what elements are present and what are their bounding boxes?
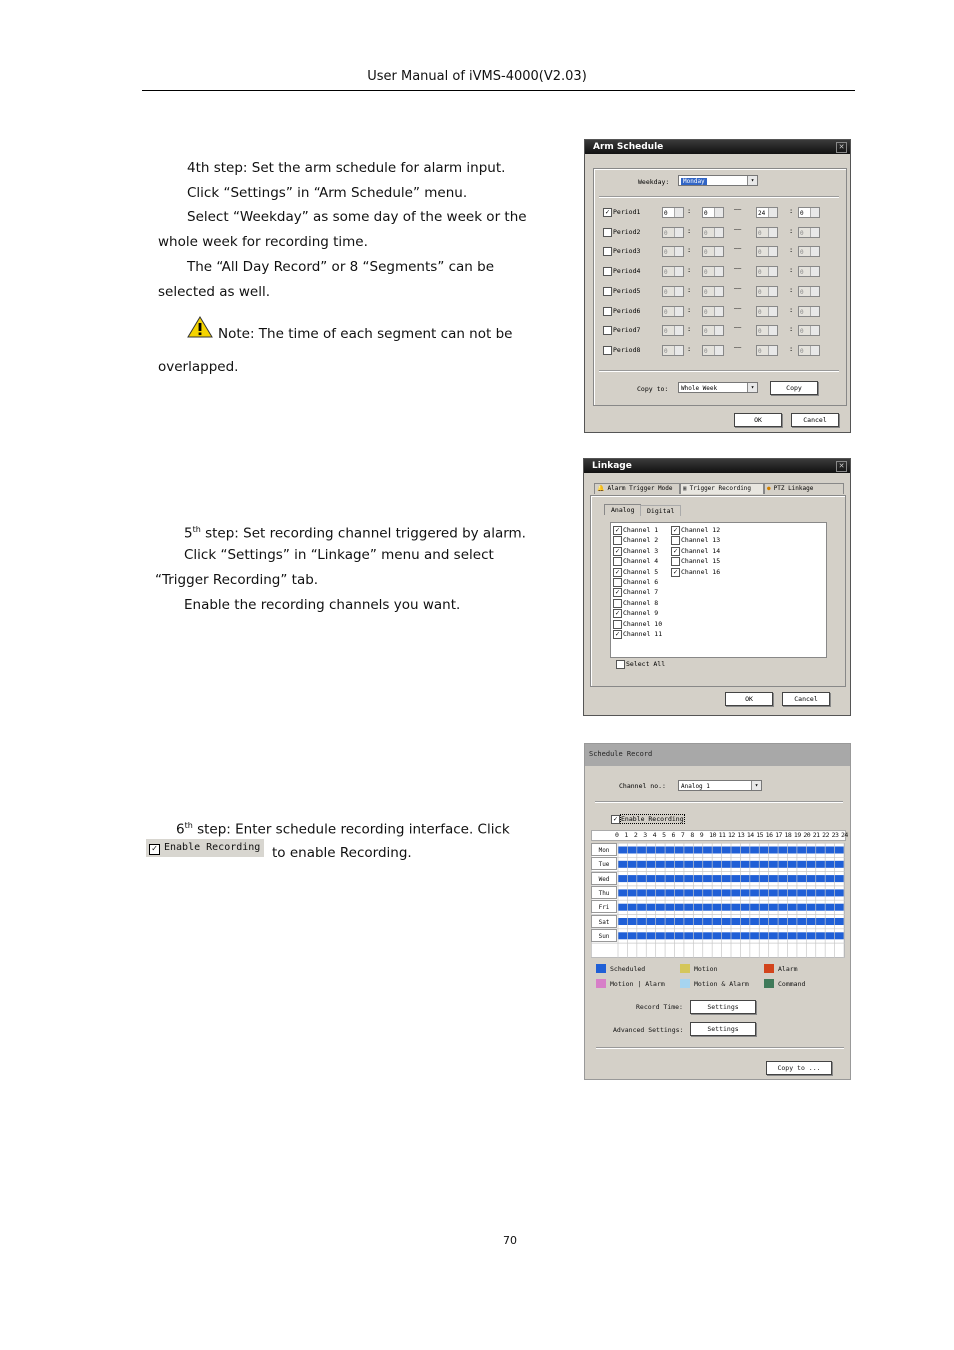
- copy-button[interactable]: Copy: [770, 381, 818, 395]
- channel-no-select[interactable]: [678, 780, 762, 791]
- hour-tick-label: 0: [615, 831, 619, 839]
- time-dash: ——: [734, 343, 742, 351]
- subtab-digital[interactable]: Digital: [640, 505, 681, 516]
- hour-tick-label: 18: [784, 831, 792, 839]
- time-dash: ——: [734, 245, 742, 253]
- step6-line2: to enable Recording.: [272, 845, 412, 861]
- time-spinner[interactable]: 0: [702, 246, 724, 257]
- time-spinner[interactable]: 0: [662, 266, 684, 277]
- channel-checkbox[interactable]: ✓: [613, 588, 622, 597]
- time-spinner[interactable]: 0: [702, 266, 724, 277]
- period-checkbox[interactable]: [603, 346, 612, 355]
- time-spinner[interactable]: 0: [662, 325, 684, 336]
- warning-icon: [187, 315, 213, 339]
- enable-recording-label: Enable Recording: [621, 815, 684, 823]
- time-spinner[interactable]: 0: [662, 345, 684, 356]
- checkbox-checked-icon: ✓: [149, 844, 160, 855]
- time-colon: :: [789, 325, 794, 334]
- hour-tick-label: 16: [765, 831, 773, 839]
- time-spinner[interactable]: 0: [756, 266, 778, 277]
- period-checkbox[interactable]: [603, 326, 612, 335]
- time-dash: ——: [734, 206, 742, 213]
- tab-trigger-recording[interactable]: [680, 483, 764, 494]
- ok-button[interactable]: OK: [734, 413, 782, 427]
- hour-tick-label: 21: [812, 831, 820, 839]
- day-label: Fri: [591, 900, 617, 913]
- time-spinner[interactable]: 0: [756, 325, 778, 336]
- period-checkbox[interactable]: [603, 247, 612, 256]
- day-label: Sun: [591, 929, 617, 942]
- cancel-button[interactable]: Cancel: [782, 692, 830, 706]
- time-spinner[interactable]: 0: [798, 246, 820, 257]
- step4-line6: selected as well.: [158, 284, 271, 300]
- page-number: 70: [503, 1234, 517, 1247]
- period-label: Period3: [613, 247, 641, 256]
- step4-line2: Click “Settings” in “Arm Schedule” menu.: [187, 185, 468, 201]
- time-spinner[interactable]: 0: [662, 306, 684, 317]
- day-label: Sat: [591, 915, 617, 928]
- legend-swatch: [764, 979, 774, 988]
- legend-swatch: [596, 964, 606, 973]
- separator: [595, 801, 843, 803]
- step4-line5: The “All Day Record” or 8 “Segments” can be: [187, 259, 495, 275]
- subtab-analog[interactable]: Analog: [604, 504, 641, 515]
- period-checkbox[interactable]: [603, 267, 612, 276]
- channel-checkbox[interactable]: [613, 536, 622, 545]
- hour-tick-label: 9: [699, 831, 704, 839]
- legend-label: Scheduled: [610, 965, 646, 973]
- bell-icon: 🔔: [597, 485, 605, 492]
- time-spinner[interactable]: 0: [756, 306, 778, 317]
- channel-label: Channel 5: [623, 567, 659, 576]
- hour-tick-label: 22: [822, 831, 829, 839]
- time-dash: ——: [734, 324, 742, 332]
- time-spinner[interactable]: 0: [756, 286, 778, 297]
- record-time-label: Record Time:: [636, 1003, 683, 1011]
- separator: [599, 370, 839, 372]
- legend-label: Command: [778, 980, 806, 988]
- arm-schedule-titlebar: [585, 140, 850, 154]
- enable-recording-inline-label: Enable Recording: [164, 842, 261, 853]
- close-icon[interactable]: ✕: [836, 142, 847, 153]
- time-spinner[interactable]: 0: [702, 306, 724, 317]
- legend-label: Motion & Alarm: [694, 980, 749, 988]
- time-colon: :: [687, 266, 692, 275]
- time-colon: :: [789, 305, 794, 314]
- channel-checkbox[interactable]: ✓: [671, 526, 680, 535]
- time-dash: ——: [734, 284, 742, 292]
- time-colon: :: [789, 207, 794, 215]
- time-spinner[interactable]: 0: [798, 306, 820, 317]
- channel-checkbox[interactable]: ✓: [671, 568, 680, 577]
- channel-label: Channel 13: [681, 536, 721, 545]
- chevron-down-icon: ▾: [751, 781, 761, 790]
- channel-label: Channel 10: [623, 619, 663, 628]
- weekday-select[interactable]: [678, 175, 758, 186]
- schedule-grid[interactable]: [591, 843, 845, 958]
- hour-tick-label: 19: [793, 831, 801, 839]
- period-label: Period5: [613, 286, 641, 295]
- period-label: Period2: [613, 227, 641, 236]
- legend-swatch: [764, 964, 774, 973]
- hour-tick-label: 3: [643, 831, 647, 839]
- time-spinner[interactable]: 0: [702, 227, 724, 238]
- time-colon: :: [789, 266, 794, 275]
- channel-checkbox[interactable]: [671, 557, 680, 566]
- tab-label: PTZ Linkage: [773, 485, 814, 492]
- day-label: Tue: [591, 857, 617, 870]
- select-all-label: Select All: [626, 660, 666, 668]
- ok-button[interactable]: OK: [725, 692, 773, 706]
- channel-checkbox[interactable]: ✓: [613, 526, 622, 535]
- channel-label: Channel 12: [681, 526, 721, 534]
- weekday-value: Monday: [683, 178, 705, 185]
- channel-label: Channel 9: [623, 609, 659, 618]
- channel-checkbox[interactable]: ✓: [613, 609, 622, 618]
- legend-label: Motion: [694, 965, 718, 973]
- linkage-titlebar: [584, 459, 850, 473]
- channel-label: Channel 11: [623, 630, 663, 638]
- chevron-down-icon: ▾: [747, 383, 757, 392]
- step6-line1: 6th step: Enter schedule recording interface. Click: [176, 821, 510, 838]
- time-colon: :: [789, 285, 794, 294]
- channel-no-value: Analog 1: [681, 783, 710, 790]
- advanced-settings-label: Advanced Settings:: [613, 1026, 684, 1034]
- copy-to-label: Copy to:: [637, 385, 669, 393]
- schedule-record-title: Schedule Record: [589, 750, 653, 758]
- hour-tick-label: 20: [803, 831, 811, 839]
- legend-swatch: [680, 979, 690, 988]
- hour-tick-label: 14: [746, 831, 754, 839]
- period-checkbox[interactable]: [603, 228, 612, 237]
- channel-no-label: Channel no.:: [619, 782, 666, 790]
- separator: [596, 1047, 844, 1049]
- channel-label: Channel 1: [623, 526, 659, 534]
- legend-label: Alarm: [778, 965, 798, 973]
- tab-alarm-trigger-mode[interactable]: [594, 483, 680, 494]
- hour-tick-label: 10: [709, 831, 716, 839]
- select-all-checkbox[interactable]: [616, 660, 625, 669]
- hour-tick-label: 24: [841, 831, 848, 839]
- tab-ptz-linkage[interactable]: [764, 483, 844, 494]
- day-label: Mon: [591, 843, 617, 856]
- hour-tick-label: 6: [671, 831, 675, 839]
- step5-line3: “Trigger Recording” tab.: [155, 572, 319, 588]
- page-header-title: User Manual of iVMS-4000(V2.03): [367, 69, 587, 84]
- hour-tick-label: 23: [831, 831, 839, 839]
- period-checkbox[interactable]: ✓: [603, 208, 612, 217]
- time-spinner[interactable]: 0: [756, 227, 778, 238]
- legend-swatch: [596, 979, 606, 988]
- period-label: Period8: [613, 345, 641, 354]
- time-spinner[interactable]: 0: [756, 345, 778, 356]
- enable-recording-inline: [146, 839, 264, 857]
- time-spinner[interactable]: 0: [798, 325, 820, 336]
- channel-label: Channel 16: [681, 567, 721, 576]
- hour-tick-label: 8: [690, 831, 694, 839]
- period-label: Period6: [613, 306, 641, 315]
- channel-checkbox[interactable]: [613, 578, 622, 587]
- advanced-settings-button[interactable]: Settings: [690, 1022, 756, 1036]
- time-spinner[interactable]: 0: [756, 246, 778, 257]
- time-spinner[interactable]: 0: [662, 246, 684, 257]
- hour-tick-label: 17: [775, 831, 782, 839]
- channel-checkbox[interactable]: ✓: [613, 630, 622, 639]
- channel-label: Channel 2: [623, 536, 659, 545]
- step4-line1: 4th step: Set the arm schedule for alarm input.: [187, 160, 506, 176]
- time-colon: :: [687, 226, 692, 235]
- legend-label: Motion | Alarm: [610, 980, 665, 988]
- day-label: Wed: [591, 872, 617, 885]
- step5-line1: 5th step: Set recording channel triggered by alarm.: [184, 525, 526, 542]
- time-dash: ——: [734, 225, 742, 233]
- hour-tick-label: 15: [756, 831, 764, 839]
- channel-checkbox[interactable]: [613, 620, 622, 629]
- time-colon: :: [687, 285, 692, 294]
- time-colon: :: [687, 344, 692, 353]
- hour-tick-label: 7: [680, 831, 685, 839]
- channel-checkbox[interactable]: [671, 536, 680, 545]
- day-label: Thu: [591, 886, 617, 899]
- hour-tick-label: 1: [624, 831, 628, 839]
- record-time-settings-button[interactable]: Settings: [690, 1000, 756, 1014]
- time-colon: :: [687, 246, 692, 255]
- cancel-button[interactable]: Cancel: [791, 413, 839, 427]
- weekday-label: Weekday:: [638, 178, 670, 186]
- arm-schedule-title: Arm Schedule: [593, 142, 664, 152]
- period-label: Period1: [613, 208, 641, 216]
- channel-label: Channel 15: [681, 557, 721, 566]
- time-spinner[interactable]: 24: [756, 207, 778, 218]
- period-label: Period4: [613, 267, 641, 276]
- channel-checkbox[interactable]: [613, 599, 622, 608]
- ptz-icon: ●: [767, 485, 771, 492]
- period-checkbox[interactable]: [603, 287, 612, 296]
- enable-recording-checkbox[interactable]: ✓: [611, 815, 620, 824]
- step4-line4: whole week for recording time.: [158, 234, 368, 250]
- time-colon: :: [687, 325, 692, 334]
- step5-line2: Click “Settings” in “Linkage” menu and select: [184, 547, 494, 563]
- tab-label: Trigger Recording: [689, 485, 752, 492]
- step5-line4: Enable the recording channels you want.: [184, 597, 461, 613]
- hour-tick-label: 11: [718, 831, 726, 839]
- channel-label: Channel 6: [623, 578, 659, 586]
- time-colon: :: [789, 246, 794, 255]
- channel-label: Channel 4: [623, 557, 659, 566]
- linkage-title: Linkage: [592, 461, 632, 471]
- channel-label: Channel 7: [623, 588, 659, 597]
- time-spinner[interactable]: 0: [798, 266, 820, 277]
- legend-swatch: [680, 964, 690, 973]
- step4-note-cont: overlapped.: [158, 359, 239, 375]
- time-spinner[interactable]: 0: [662, 227, 684, 238]
- time-spinner[interactable]: 0: [798, 345, 820, 356]
- chevron-down-icon: ▾: [747, 176, 757, 185]
- header-rule: [142, 90, 855, 91]
- record-icon: ▣: [683, 485, 687, 492]
- copy-to-value: Whole Week: [681, 385, 718, 392]
- time-spinner[interactable]: 0: [798, 286, 820, 297]
- time-spinner[interactable]: 0: [798, 207, 820, 218]
- time-spinner[interactable]: 0: [702, 286, 724, 297]
- period-label: Period7: [613, 326, 641, 335]
- channel-checkbox[interactable]: ✓: [613, 568, 622, 577]
- time-colon: :: [687, 207, 692, 215]
- time-colon: :: [789, 226, 794, 235]
- channel-checkbox[interactable]: ✓: [613, 547, 622, 556]
- channel-checkbox[interactable]: ✓: [671, 547, 680, 556]
- time-spinner[interactable]: 0: [662, 286, 684, 297]
- arm-schedule-dialog: [584, 139, 851, 433]
- time-colon: :: [789, 344, 794, 353]
- time-dash: ——: [734, 265, 742, 273]
- tab-label: Alarm Trigger Mode: [607, 485, 673, 492]
- time-spinner[interactable]: 0: [798, 227, 820, 238]
- time-colon: :: [687, 305, 692, 314]
- close-icon[interactable]: ✕: [836, 461, 847, 472]
- time-spinner[interactable]: 0: [702, 207, 724, 218]
- time-spinner[interactable]: 0: [702, 325, 724, 336]
- copy-to-select[interactable]: [678, 382, 758, 393]
- time-dash: ——: [734, 304, 742, 312]
- step4-note: Note: The time of each segment can not be: [218, 326, 513, 342]
- copy-to-button[interactable]: Copy to ...: [766, 1061, 832, 1075]
- hour-tick-label: 4: [652, 831, 657, 839]
- channel-label: Channel 8: [623, 598, 659, 607]
- period-checkbox[interactable]: [603, 307, 612, 316]
- separator: [599, 196, 839, 198]
- hour-tick-label: 5: [662, 831, 666, 839]
- step4-line3: Select “Weekday” as some day of the week or the: [187, 209, 527, 225]
- time-spinner[interactable]: 0: [702, 345, 724, 356]
- hour-tick-label: 2: [633, 831, 638, 839]
- channel-checkbox[interactable]: [613, 557, 622, 566]
- channel-label: Channel 14: [681, 546, 721, 555]
- channel-label: Channel 3: [623, 546, 659, 555]
- hour-tick-label: 13: [737, 831, 745, 839]
- time-spinner[interactable]: 0: [662, 207, 684, 218]
- schedule-record-titlebar: [585, 744, 850, 766]
- hour-tick-label: 12: [728, 831, 735, 839]
- linkage-dialog: [583, 458, 851, 716]
